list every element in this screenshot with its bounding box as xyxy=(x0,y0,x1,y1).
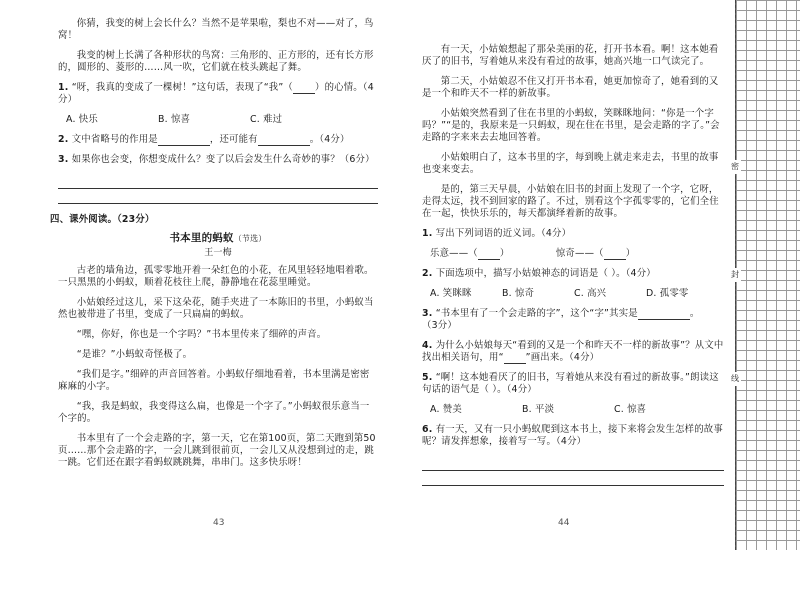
question-number: 2. xyxy=(58,134,69,145)
intro-paragraph: 你猜，我变的树上会长什么？当然不是苹果啦，梨也不对——对了，鸟窝！ xyxy=(58,18,374,41)
question-5-options xyxy=(430,404,724,416)
answer-line[interactable] xyxy=(58,174,378,189)
story-paragraph: “我们是字。”细碎的声音回答着。小蚂蚁仔细地看着，书本里满是密密麻麻的小字。 xyxy=(58,369,370,392)
answer-blank[interactable] xyxy=(258,135,310,146)
question-text: 写出下列词语的近义词。（4分） xyxy=(435,228,572,239)
question-text: “书本里有了一个会走路的字”，这个“字”其实是 xyxy=(435,308,638,319)
story-title-text: 书本里的蚂蚁 xyxy=(169,232,234,244)
story-paragraph: 书本里有了一个会走路的字，第一天，它在第100页，第二天跑到第50页……那个会走路的字，一会儿跳到很前页，一会儿又从没想到过的走，跳一跳。它们还在跟字看蚂蚁跳跳舞，串串门。这多快乐呀！ xyxy=(58,433,376,468)
question-number: 3. xyxy=(422,308,433,319)
story-paragraph: 古老的墙角边，孤零零地开着一朵红色的小花，在风里轻轻地唱着歌。一只黑黑的小蚂蚁，顺着花枝往上爬，静静地在花蕊里睡觉。 xyxy=(58,265,374,288)
question-6 xyxy=(422,424,724,448)
binding-label: 密 xyxy=(729,160,741,174)
question-text: 如果你也会变，你想变成什么？变了以后会发生什么奇妙的事？（6分） xyxy=(71,154,375,165)
story-paragraph: 小姑娘突然看到了住在书里的小蚂蚁，笑眯眯地问：“你是一个字吗？”“是的，我原来是一只蚂蚁，现在住在书里，是会走路的字了。”会走路的字来来去去地回答着。 xyxy=(422,108,720,143)
question-number: 2. xyxy=(422,268,433,279)
question-1-options xyxy=(66,114,378,126)
synonym-word: 乐意——（ xyxy=(430,248,478,259)
underline-sample xyxy=(504,353,526,364)
question-text: 。（4分） xyxy=(309,134,350,145)
left-page xyxy=(50,18,378,568)
option-a[interactable]: A. 快乐 xyxy=(66,114,98,125)
binding-label: 封 xyxy=(729,268,741,282)
option-c[interactable]: C. 惊喜 xyxy=(614,404,647,415)
question-2 xyxy=(422,268,724,280)
question-number: 1. xyxy=(422,228,433,239)
answer-line[interactable] xyxy=(58,189,378,204)
question-number: 5. xyxy=(422,372,433,383)
question-text: 文中省略号的作用是 xyxy=(71,134,158,145)
question-text: 。 xyxy=(689,308,700,319)
answer-blank[interactable] xyxy=(293,83,315,94)
grid-paper-strip xyxy=(735,0,800,550)
question-text: 为什么小姑娘每天“看到的又是一个和昨天不一样的新故事”？从文中找出相关语句，用“ xyxy=(422,340,724,363)
story-paragraph: 小姑娘经过这儿，采下这朵花，随手夹进了一本陈旧的书里，小蚂蚁当然也被带进了书里，变成了一只扁扁的蚂蚁。 xyxy=(58,297,374,320)
option-d[interactable]: D. 孤零零 xyxy=(646,288,689,299)
option-b[interactable]: B. 惊喜 xyxy=(158,114,191,125)
question-number: 4. xyxy=(422,340,433,351)
question-3 xyxy=(422,308,724,332)
answer-blank[interactable] xyxy=(604,249,626,260)
story-paragraph: 有一天，小姑娘想起了那朵美丽的花，打开书本看。啊！这本她看厌了的旧书，写着她从来没有看过的故事，她高兴地一口气读完了。 xyxy=(422,44,719,67)
synonym-items xyxy=(430,248,724,260)
answer-blank[interactable] xyxy=(158,135,210,146)
question-text: ，还可能有 xyxy=(209,134,258,145)
question-number: 1. xyxy=(58,82,69,93)
question-2-options xyxy=(430,288,724,300)
question-text: 下面选项中，描写小姑娘神态的词语是（ ）。（4分） xyxy=(435,268,656,279)
option-c[interactable]: C. 难过 xyxy=(250,114,283,125)
bracket-close: ） xyxy=(625,248,636,259)
answer-line[interactable] xyxy=(422,456,724,471)
intro-paragraph: 我变的树上长满了各种形状的鸟窝：三角形的、正方形的，还有长方形的，圆形的、菱形的……风一吹，它们就在枝头跳起了舞。 xyxy=(58,50,374,73)
story-paragraph: “嘿，你好，你也是一个字吗？”书本里传来了细碎的声音。 xyxy=(76,329,327,340)
option-b[interactable]: B. 平淡 xyxy=(522,404,555,415)
binding-label: 线 xyxy=(729,372,741,386)
question-2 xyxy=(58,134,378,146)
question-3 xyxy=(58,154,378,166)
synonym-word: 惊奇——（ xyxy=(555,248,604,259)
option-a[interactable]: A. 赞美 xyxy=(430,404,462,415)
answer-blank[interactable] xyxy=(478,249,500,260)
question-1 xyxy=(58,82,378,106)
option-b[interactable]: B. 惊奇 xyxy=(502,288,535,299)
question-number: 3. xyxy=(58,154,69,165)
page-number: 43 xyxy=(213,518,225,528)
story-paragraph: 第二天，小姑娘忍不住又打开书本看，她更加惊奇了，她看到的又是一个和昨天不一样的新故事。 xyxy=(422,76,719,99)
question-number: 6. xyxy=(422,424,433,435)
answer-blank[interactable] xyxy=(638,309,690,320)
story-paragraph: “我，我是蚂蚁，我变得这么扁，也像是一个字了。”小蚂蚁很乐意当一个字的。 xyxy=(58,401,370,424)
page-number: 44 xyxy=(558,518,570,528)
question-1 xyxy=(422,228,724,240)
right-page xyxy=(422,44,724,594)
story-tag: （节选） xyxy=(233,234,267,243)
question-score: （3分） xyxy=(422,320,457,331)
story-paragraph: 小姑娘明白了，这本书里的字，每到晚上就走来走去，书里的故事也变来变去。 xyxy=(422,152,719,175)
answer-line[interactable] xyxy=(422,471,724,486)
question-5 xyxy=(422,372,724,396)
option-c[interactable]: C. 高兴 xyxy=(574,288,607,299)
section-heading: 四、课外阅读。（23分） xyxy=(50,214,155,225)
story-author: 王一梅 xyxy=(204,248,232,258)
bracket-close: ） xyxy=(499,248,510,259)
question-4 xyxy=(422,340,724,364)
question-text: “啊！这本她看厌了的旧书，写着她从来没有看过的新故事。”朗读这句话的语气是（ ）。（4分） xyxy=(422,372,719,395)
question-text: ”画出来。（4分） xyxy=(525,352,600,363)
question-text: “呀，我真的变成了一棵树！”这句话，表现了“我”（ xyxy=(71,82,293,93)
question-text: 有一天，又有一只小蚂蚁爬到这本书上，接下来将会发生怎样的故事呢？请发挥想象，接着写一写。（4分） xyxy=(422,424,723,447)
option-a[interactable]: A. 笑眯眯 xyxy=(430,288,472,299)
story-title xyxy=(58,232,378,245)
story-paragraph: “是谁？”小蚂蚁奇怪极了。 xyxy=(76,349,193,360)
question-text: ）的心情。（4分） xyxy=(58,82,374,105)
story-paragraph: 是的，第三天早晨，小姑娘在旧书的封面上发现了一个字，它呀，走得太远，找不到回家的路了。不过，别看这个字孤零零的，它们全住在一起，快快乐乐的，每天都演绎着新的故事。 xyxy=(422,184,719,219)
